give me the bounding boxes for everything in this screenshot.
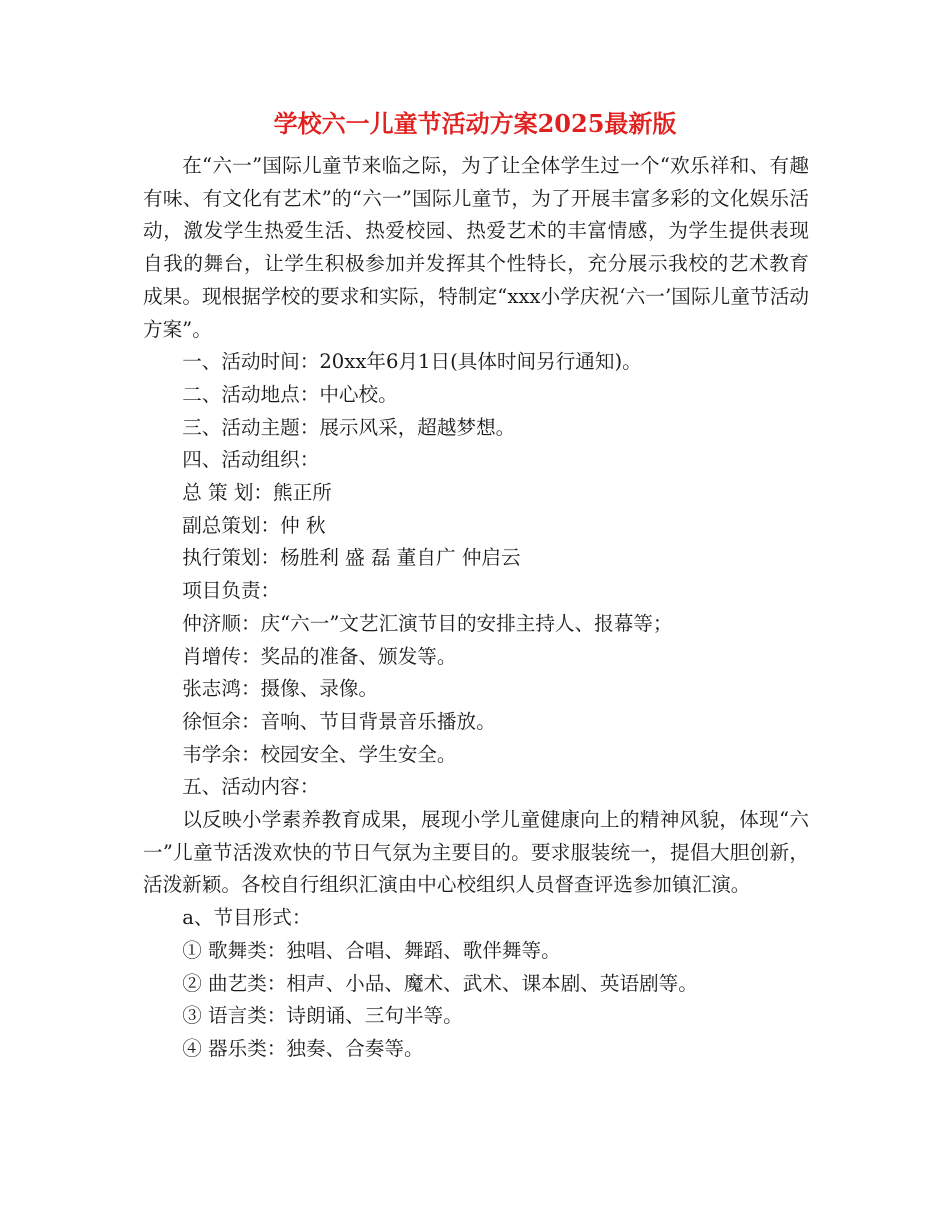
program-form-heading: a、节目形式： <box>182 906 312 930</box>
executive-planners: 执行策划：杨胜利 盛 磊 董自广 仲启云 <box>182 546 521 570</box>
duty-item: 徐恒余：音响、节目背景音乐播放。 <box>182 709 496 733</box>
organization-heading: 四、活动组织： <box>182 448 320 472</box>
document-body <box>143 150 809 1066</box>
duty-item: 张志鸿：摄像、录像。 <box>182 677 379 701</box>
program-form-item: ④ 器乐类：独奏、合奏等。 <box>182 1036 424 1060</box>
activity-time: 一、活动时间：20xx年6月1日(具体时间另行通知)。 <box>182 350 642 374</box>
duty-item: 肖增传：奖品的准备、颁发等。 <box>182 644 457 668</box>
activity-theme: 三、活动主题：展示风采，超越梦想。 <box>182 415 516 439</box>
project-leads-heading: 项目负责： <box>182 579 281 603</box>
intro-paragraph: 在“六一”国际儿童节来临之际，为了让全体学生过一个“欢乐祥和、有趣有味、有文化有艺术”的“六一”国际儿童节，为了开展丰富多彩的文化娱乐活动，激发学生热爱生活、热爱校园、热爱艺术的丰富情感，为学生提供表现自我的舞台，让学生积极参加并发挥其个性特长，充分展示我校的艺术教育成果。现根据学校的要求和实际，特制定“xxx小学庆祝‘六一’国际儿童节活动方案”。 <box>143 154 809 341</box>
document-title: 学校六一儿童节活动方案2025最新版 <box>273 109 677 138</box>
duty-item: 韦学余：校园安全、学生安全。 <box>182 742 457 766</box>
content-heading: 五、活动内容： <box>182 775 320 799</box>
program-form-item: ③ 语言类：诗朗诵、三句半等。 <box>182 1004 463 1028</box>
chief-planner: 总 策 划：熊正所 <box>182 481 332 505</box>
content-paragraph: 以反映小学素养教育成果，展现小学儿童健康向上的精神风貌，体现“六一”儿童节活泼欢快的节日气氛为主要目的。要求服装统一，提倡大胆创新，活泼新颖。各校自行组织汇演由中心校组织人员督查评选参加镇汇演。 <box>143 808 809 897</box>
duty-item: 仲济顺：庆“六一”文艺汇演节目的安排主持人、报幕等； <box>182 611 673 635</box>
activity-place: 二、活动地点：中心校。 <box>182 382 398 406</box>
deputy-planner: 副总策划：仲 秋 <box>182 513 326 537</box>
program-form-item: ① 歌舞类：独唱、合唱、舞蹈、歌伴舞等。 <box>182 938 561 962</box>
program-form-item: ② 曲艺类：相声、小品、魔术、武术、课本剧、英语剧等。 <box>182 971 698 995</box>
